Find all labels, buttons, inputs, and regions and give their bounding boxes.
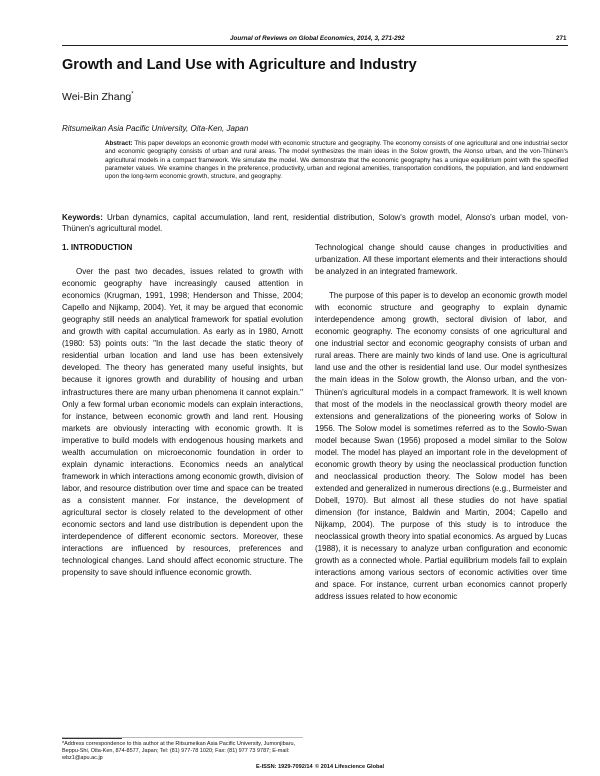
paragraph: The purpose of this paper is to develop an economic growth model with economic structure and geography to explain dynamic interdependence among growth, sectoral division of labor, and economic geography. The economy consists of one agricultural and one industrial sector and economic geography consists of urban and rural areas. There are mainly two kinds of land use. One is agricultural land use and the other is residential land use. Our model synthesizes the main ideas in the Solow growth, the Alonso urban, and the von-Thünen's agricultural models in a compact framework. It is well known that most of the models in the neoclassical growth theory model are extensions and generalizations of the pioneering works of Solow in 1956. The Solow model is sometimes referred as to the Sowlo-Swan model because Swan (1956) proposed a model similar to the Solow model. The model has played an important role in the development of economic growth theory by using the neoclassical production function and neoclassical production theory. The Solow model has been extended and generalized in numerous directions (e.g., Burmeister and Dobell, 1970). But almost all these studies do not have spatial dimension (for instance, Baldwin and Martin, 2004; Capello and Nijkamp, 2004). The purpose of this study is to introduce the neoclassical growth theory into spatial economics. As argued by Lucas (1988), it is necessary to analyze urban configuration and economic growth as a connected whole. Partial equilibrium models fail to explain interactions among various sectors of economic activities over time and space. For instance, current urban economics cannot properly address issues related to how economic [315,291,567,602]
left-column [62,242,303,579]
keywords-label: Keywords: [62,213,103,222]
footnote-divider [62,738,122,739]
header-rule [62,45,568,46]
author-line [62,91,134,103]
page-number: 271 [556,35,567,42]
footer-copyright: © 2014 Lifescience Global [315,764,385,770]
affiliation: Ritsumeikan Asia Pacific University, Oita-Ken, Japan [62,124,249,133]
author-name: Wei-Bin Zhang [62,91,132,103]
paragraph: Over the past two decades, issues related to growth with economic geography have increasingly caused attention in economics (Krugman, 1991, 1998; Henderson and Thisse, 2004; Capello and Nijkamp, 2004). Yet, it may be argued that economic geography still needs an analytical framework for spatial evolution and growth with capital accumulation. As early as in 1980, Arnott (1980: 53) points outs: "In the last decade the static theory of residential urban location and land use has been extensively developed. The theory has generated many useful insights, but because it ignores growth and durability of housing and urban infrastructures there are many urban phenomena it cannot explain." Only a few formal urban economic models can explain interactions, for instance, between economic growth and land rent. Housing markets are obviously interacting with economic growth. It is imperative to build models with endogenous housing markets and wealth accumulation on microeconomic foundation in order to explain dynamic interactions. Economics needs an analytical framework in which interactions among economic growth, division of labor, and resource distribution over time and space can be treated as a consistent manner. For instance, the development of agricultural sector is closely related to the development of other economic sectors and land use distribution is dependent upon the interdependence of different economic sectors. Moreover, these interactions are influenced by resources, preferences and technological changes. Land should affect economic structure. The propensity to save should influence economic growth. [62,267,303,578]
abstract [105,140,568,181]
footnote: *Address correspondence to this author at the Ritsumeikan Asia Pacific University, Jumonjibaru, Beppu-Shi, Oita-Ken, 874-8577, Japan; Tel: (81) 977-78 1020; Fax: (81) 977 73 9787; E-mail: wbz1@apu.ac.jp [62,741,296,762]
paper-title: Growth and Land Use with Agriculture and Industry [62,57,417,73]
abstract-label: Abstract: [105,140,133,147]
abstract-text: This paper develops an economic growth model with economic structure and geography. The economy consists of one agricultural and one industrial sector and economic geography consists of urban and rural areas. The model synthesizes the main ideas in the Solow growth, the Alonso urban, and the von-Thünen's agricultural models in a compact framework. We simulate the model. We demonstrate that the economic geography has a unique equilibrium point with the specified parameter values. We examine changes in the preference, productivity, urban and regional amenities, transportation conditions, the population, and land endowment upon the long-term economic growth, structure, and geography. [105,140,568,180]
section-heading: 1. INTRODUCTION [62,243,133,252]
right-column [315,242,567,603]
author-footnote-mark: * [131,91,134,98]
footer-issn: E-ISSN: 1929-7092/14 [256,764,313,770]
keywords-text: Urban dynamics, capital accumulation, land rent, residential distribution, Solow's growth model, Alonso's urban model, von-Thünen's agricultural model. [62,213,568,233]
paragraph: Technological change should cause changes in productivities and urbanization. All these important elements and their interactions should be analyzed in an integrated framework. [315,243,567,277]
journal-header: Journal of Reviews on Global Economics, 2014, 3, 271-292 [230,35,405,42]
keywords [62,212,568,234]
